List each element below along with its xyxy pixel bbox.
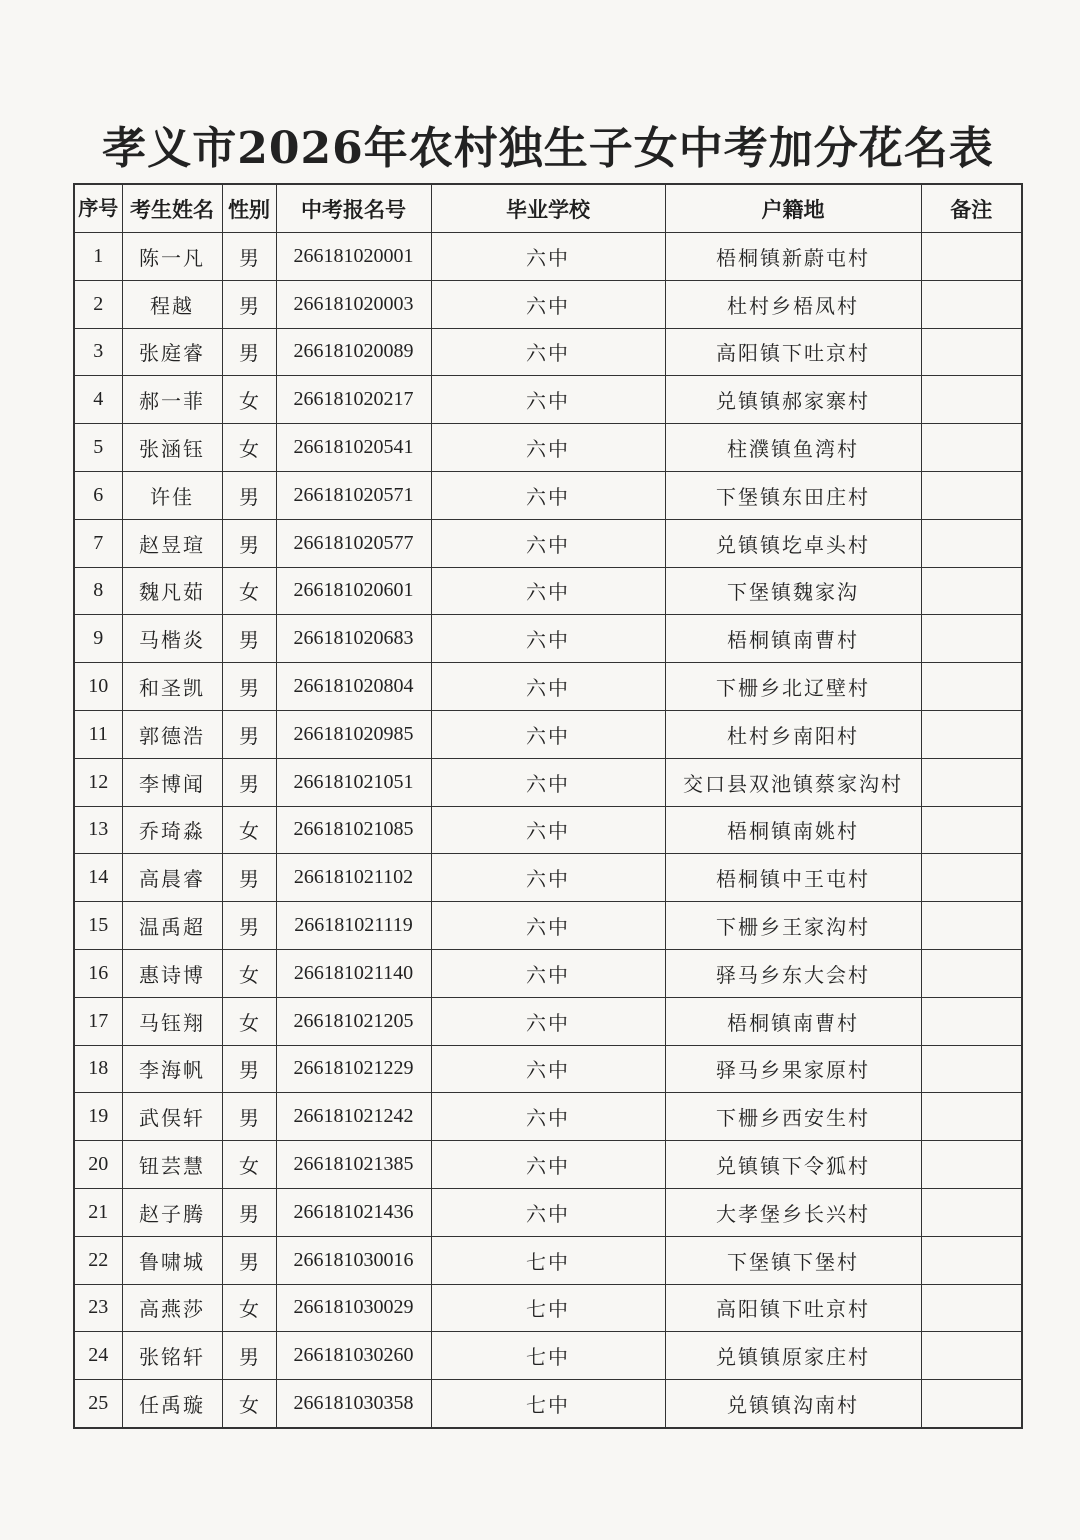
cell-hukou: 柱濮镇鱼湾村 bbox=[665, 424, 921, 472]
cell-exam-id: 266181021085 bbox=[276, 806, 431, 854]
cell-gender: 男 bbox=[222, 1188, 276, 1236]
cell-gender: 男 bbox=[222, 280, 276, 328]
cell-remark bbox=[921, 663, 1022, 711]
cell-exam-id: 266181021140 bbox=[276, 949, 431, 997]
cell-remark bbox=[921, 1045, 1022, 1093]
cell-gender: 男 bbox=[222, 854, 276, 902]
cell-seq: 14 bbox=[74, 854, 122, 902]
cell-name: 马钰翔 bbox=[122, 997, 222, 1045]
cell-school: 七中 bbox=[431, 1380, 665, 1428]
cell-gender: 男 bbox=[222, 710, 276, 758]
cell-seq: 22 bbox=[74, 1236, 122, 1284]
cell-school: 六中 bbox=[431, 233, 665, 281]
cell-remark bbox=[921, 376, 1022, 424]
cell-remark bbox=[921, 758, 1022, 806]
cell-name: 高晨睿 bbox=[122, 854, 222, 902]
cell-gender: 男 bbox=[222, 615, 276, 663]
table-row bbox=[74, 328, 1022, 376]
cell-seq: 17 bbox=[74, 997, 122, 1045]
cell-school: 七中 bbox=[431, 1332, 665, 1380]
cell-school: 六中 bbox=[431, 567, 665, 615]
cell-name: 张涵钰 bbox=[122, 424, 222, 472]
table-row bbox=[74, 854, 1022, 902]
cell-remark bbox=[921, 1236, 1022, 1284]
cell-exam-id: 266181021205 bbox=[276, 997, 431, 1045]
cell-remark bbox=[921, 902, 1022, 950]
cell-name: 许佳 bbox=[122, 471, 222, 519]
cell-school: 六中 bbox=[431, 663, 665, 711]
cell-name: 郝一菲 bbox=[122, 376, 222, 424]
cell-gender: 男 bbox=[222, 1045, 276, 1093]
cell-school: 六中 bbox=[431, 997, 665, 1045]
cell-exam-id: 266181020985 bbox=[276, 710, 431, 758]
cell-hukou: 驿马乡东大会村 bbox=[665, 949, 921, 997]
cell-hukou: 下堡镇下堡村 bbox=[665, 1236, 921, 1284]
cell-exam-id: 266181020577 bbox=[276, 519, 431, 567]
cell-seq: 4 bbox=[74, 376, 122, 424]
cell-exam-id: 266181021385 bbox=[276, 1141, 431, 1189]
cell-remark bbox=[921, 280, 1022, 328]
cell-gender: 女 bbox=[222, 1141, 276, 1189]
table-header-row bbox=[74, 184, 1022, 233]
cell-school: 六中 bbox=[431, 710, 665, 758]
cell-name: 魏凡茹 bbox=[122, 567, 222, 615]
cell-name: 李海帆 bbox=[122, 1045, 222, 1093]
table-row bbox=[74, 1141, 1022, 1189]
cell-name: 李博闻 bbox=[122, 758, 222, 806]
table-row bbox=[74, 758, 1022, 806]
cell-hukou: 下栅乡西安生村 bbox=[665, 1093, 921, 1141]
table-row bbox=[74, 1332, 1022, 1380]
table-row bbox=[74, 519, 1022, 567]
cell-hukou: 梧桐镇南曹村 bbox=[665, 997, 921, 1045]
table-row bbox=[74, 1045, 1022, 1093]
cell-hukou: 下堡镇东田庄村 bbox=[665, 471, 921, 519]
cell-seq: 3 bbox=[74, 328, 122, 376]
cell-school: 六中 bbox=[431, 471, 665, 519]
cell-hukou: 兑镇镇沟南村 bbox=[665, 1380, 921, 1428]
cell-seq: 11 bbox=[74, 710, 122, 758]
table-row bbox=[74, 1380, 1022, 1428]
cell-hukou: 梧桐镇中王屯村 bbox=[665, 854, 921, 902]
cell-school: 六中 bbox=[431, 1141, 665, 1189]
roster-table bbox=[73, 183, 1023, 1429]
cell-seq: 20 bbox=[74, 1141, 122, 1189]
cell-remark bbox=[921, 806, 1022, 854]
cell-school: 六中 bbox=[431, 758, 665, 806]
cell-remark bbox=[921, 1093, 1022, 1141]
document-title: 孝义市2026年农村独生子女中考加分花名表 bbox=[102, 123, 994, 174]
cell-seq: 7 bbox=[74, 519, 122, 567]
cell-seq: 24 bbox=[74, 1332, 122, 1380]
table-row bbox=[74, 1188, 1022, 1236]
cell-gender: 男 bbox=[222, 328, 276, 376]
cell-hukou: 下堡镇魏家沟 bbox=[665, 567, 921, 615]
cell-hukou: 兑镇镇郝家寨村 bbox=[665, 376, 921, 424]
cell-school: 六中 bbox=[431, 280, 665, 328]
cell-remark bbox=[921, 997, 1022, 1045]
cell-seq: 2 bbox=[74, 280, 122, 328]
cell-name: 赵昱瑄 bbox=[122, 519, 222, 567]
cell-gender: 男 bbox=[222, 519, 276, 567]
cell-gender: 女 bbox=[222, 424, 276, 472]
cell-name: 郭德浩 bbox=[122, 710, 222, 758]
table-row bbox=[74, 376, 1022, 424]
cell-hukou: 下栅乡北辽壁村 bbox=[665, 663, 921, 711]
cell-gender: 女 bbox=[222, 567, 276, 615]
table-row bbox=[74, 806, 1022, 854]
cell-gender: 女 bbox=[222, 1284, 276, 1332]
cell-gender: 男 bbox=[222, 1332, 276, 1380]
header-remark: 备注 bbox=[921, 184, 1022, 233]
header-seq: 序号 bbox=[74, 184, 122, 233]
cell-remark bbox=[921, 471, 1022, 519]
header-hukou: 户籍地 bbox=[665, 184, 921, 233]
cell-name: 赵子腾 bbox=[122, 1188, 222, 1236]
cell-seq: 16 bbox=[74, 949, 122, 997]
cell-remark bbox=[921, 1188, 1022, 1236]
cell-hukou: 兑镇镇原家庄村 bbox=[665, 1332, 921, 1380]
table-row bbox=[74, 424, 1022, 472]
cell-seq: 23 bbox=[74, 1284, 122, 1332]
cell-school: 六中 bbox=[431, 806, 665, 854]
cell-seq: 5 bbox=[74, 424, 122, 472]
cell-seq: 1 bbox=[74, 233, 122, 281]
cell-gender: 男 bbox=[222, 471, 276, 519]
table-row bbox=[74, 997, 1022, 1045]
cell-gender: 女 bbox=[222, 376, 276, 424]
cell-name: 张铭轩 bbox=[122, 1332, 222, 1380]
table-row bbox=[74, 567, 1022, 615]
cell-seq: 9 bbox=[74, 615, 122, 663]
cell-exam-id: 266181030260 bbox=[276, 1332, 431, 1380]
cell-hukou: 下栅乡王家沟村 bbox=[665, 902, 921, 950]
cell-gender: 男 bbox=[222, 663, 276, 711]
cell-school: 六中 bbox=[431, 949, 665, 997]
cell-seq: 6 bbox=[74, 471, 122, 519]
cell-gender: 女 bbox=[222, 997, 276, 1045]
cell-exam-id: 266181021119 bbox=[276, 902, 431, 950]
cell-remark bbox=[921, 1284, 1022, 1332]
cell-exam-id: 266181030358 bbox=[276, 1380, 431, 1428]
cell-name: 马楷炎 bbox=[122, 615, 222, 663]
header-school: 毕业学校 bbox=[431, 184, 665, 233]
cell-school: 六中 bbox=[431, 328, 665, 376]
cell-school: 六中 bbox=[431, 376, 665, 424]
cell-name: 鲁啸城 bbox=[122, 1236, 222, 1284]
cell-exam-id: 266181020601 bbox=[276, 567, 431, 615]
cell-hukou: 梧桐镇南曹村 bbox=[665, 615, 921, 663]
cell-seq: 19 bbox=[74, 1093, 122, 1141]
cell-name: 高燕莎 bbox=[122, 1284, 222, 1332]
cell-exam-id: 266181020003 bbox=[276, 280, 431, 328]
table-row bbox=[74, 233, 1022, 281]
cell-remark bbox=[921, 615, 1022, 663]
cell-hukou: 高阳镇下吐京村 bbox=[665, 1284, 921, 1332]
cell-gender: 男 bbox=[222, 233, 276, 281]
cell-exam-id: 266181020571 bbox=[276, 471, 431, 519]
cell-seq: 15 bbox=[74, 902, 122, 950]
cell-name: 钮芸慧 bbox=[122, 1141, 222, 1189]
header-name: 考生姓名 bbox=[122, 184, 222, 233]
cell-name: 和圣凯 bbox=[122, 663, 222, 711]
cell-exam-id: 266181021436 bbox=[276, 1188, 431, 1236]
table-row bbox=[74, 615, 1022, 663]
cell-exam-id: 266181020217 bbox=[276, 376, 431, 424]
cell-exam-id: 266181030029 bbox=[276, 1284, 431, 1332]
cell-seq: 13 bbox=[74, 806, 122, 854]
cell-name: 陈一凡 bbox=[122, 233, 222, 281]
cell-exam-id: 266181020683 bbox=[276, 615, 431, 663]
cell-exam-id: 266181020001 bbox=[276, 233, 431, 281]
cell-school: 七中 bbox=[431, 1284, 665, 1332]
cell-school: 六中 bbox=[431, 1188, 665, 1236]
cell-hukou: 梧桐镇南姚村 bbox=[665, 806, 921, 854]
table-row bbox=[74, 902, 1022, 950]
cell-school: 六中 bbox=[431, 1045, 665, 1093]
cell-gender: 男 bbox=[222, 1093, 276, 1141]
cell-hukou: 兑镇镇下令狐村 bbox=[665, 1141, 921, 1189]
cell-gender: 男 bbox=[222, 1236, 276, 1284]
table-row bbox=[74, 663, 1022, 711]
cell-remark bbox=[921, 1332, 1022, 1380]
cell-remark bbox=[921, 328, 1022, 376]
table-row bbox=[74, 471, 1022, 519]
cell-hukou: 梧桐镇新蔚屯村 bbox=[665, 233, 921, 281]
cell-school: 六中 bbox=[431, 854, 665, 902]
cell-remark bbox=[921, 1141, 1022, 1189]
cell-exam-id: 266181021242 bbox=[276, 1093, 431, 1141]
cell-exam-id: 266181020804 bbox=[276, 663, 431, 711]
cell-name: 张庭睿 bbox=[122, 328, 222, 376]
cell-name: 温禹超 bbox=[122, 902, 222, 950]
cell-name: 任禹璇 bbox=[122, 1380, 222, 1428]
cell-gender: 男 bbox=[222, 902, 276, 950]
cell-school: 七中 bbox=[431, 1236, 665, 1284]
cell-remark bbox=[921, 949, 1022, 997]
cell-name: 惠诗博 bbox=[122, 949, 222, 997]
cell-remark bbox=[921, 710, 1022, 758]
cell-hukou: 杜村乡梧凤村 bbox=[665, 280, 921, 328]
cell-school: 六中 bbox=[431, 424, 665, 472]
cell-school: 六中 bbox=[431, 902, 665, 950]
cell-name: 程越 bbox=[122, 280, 222, 328]
cell-seq: 8 bbox=[74, 567, 122, 615]
cell-remark bbox=[921, 567, 1022, 615]
header-exam-id: 中考报名号 bbox=[276, 184, 431, 233]
cell-hukou: 兑镇镇圪卓头村 bbox=[665, 519, 921, 567]
cell-gender: 女 bbox=[222, 1380, 276, 1428]
cell-remark bbox=[921, 1380, 1022, 1428]
cell-exam-id: 266181030016 bbox=[276, 1236, 431, 1284]
cell-gender: 女 bbox=[222, 949, 276, 997]
cell-hukou: 高阳镇下吐京村 bbox=[665, 328, 921, 376]
cell-seq: 10 bbox=[74, 663, 122, 711]
cell-seq: 18 bbox=[74, 1045, 122, 1093]
cell-exam-id: 266181020089 bbox=[276, 328, 431, 376]
cell-name: 武俣轩 bbox=[122, 1093, 222, 1141]
cell-remark bbox=[921, 233, 1022, 281]
cell-remark bbox=[921, 854, 1022, 902]
cell-remark bbox=[921, 424, 1022, 472]
cell-seq: 21 bbox=[74, 1188, 122, 1236]
table-row bbox=[74, 1236, 1022, 1284]
table-row bbox=[74, 1093, 1022, 1141]
cell-remark bbox=[921, 519, 1022, 567]
cell-hukou: 大孝堡乡长兴村 bbox=[665, 1188, 921, 1236]
cell-name: 乔琦淼 bbox=[122, 806, 222, 854]
cell-exam-id: 266181021229 bbox=[276, 1045, 431, 1093]
table-row bbox=[74, 280, 1022, 328]
cell-hukou: 交口县双池镇蔡家沟村 bbox=[665, 758, 921, 806]
table-row bbox=[74, 1284, 1022, 1332]
header-gender: 性别 bbox=[222, 184, 276, 233]
cell-gender: 女 bbox=[222, 806, 276, 854]
cell-seq: 25 bbox=[74, 1380, 122, 1428]
cell-hukou: 驿马乡果家原村 bbox=[665, 1045, 921, 1093]
cell-school: 六中 bbox=[431, 519, 665, 567]
cell-seq: 12 bbox=[74, 758, 122, 806]
table-row bbox=[74, 710, 1022, 758]
cell-school: 六中 bbox=[431, 1093, 665, 1141]
table-body bbox=[74, 233, 1022, 1428]
cell-exam-id: 266181021051 bbox=[276, 758, 431, 806]
cell-gender: 男 bbox=[222, 758, 276, 806]
cell-hukou: 杜村乡南阳村 bbox=[665, 710, 921, 758]
cell-exam-id: 266181021102 bbox=[276, 854, 431, 902]
cell-school: 六中 bbox=[431, 615, 665, 663]
cell-exam-id: 266181020541 bbox=[276, 424, 431, 472]
table-row bbox=[74, 949, 1022, 997]
